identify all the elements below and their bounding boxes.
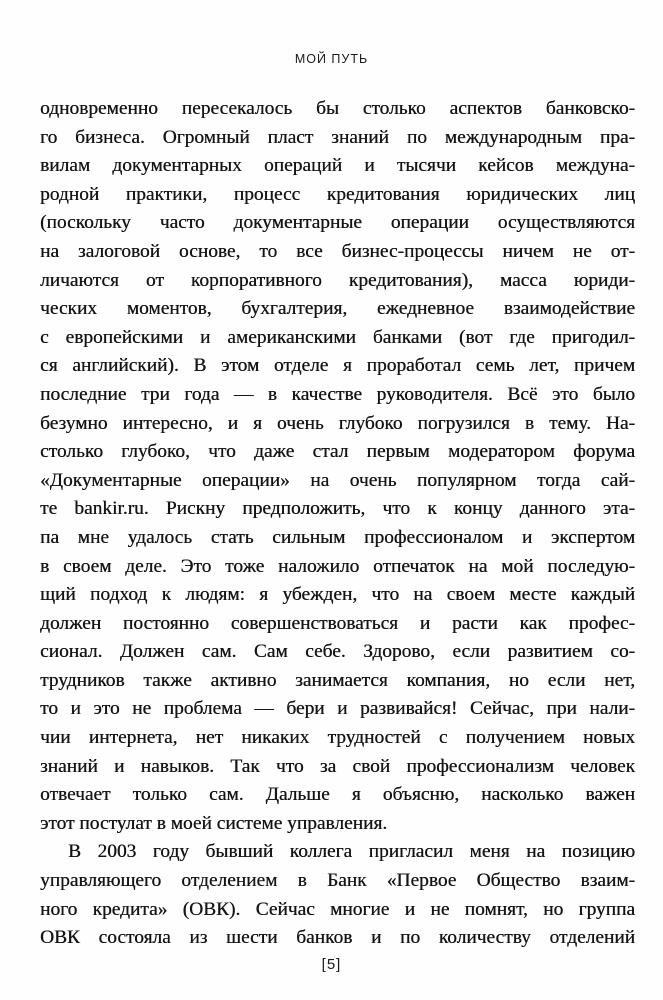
text-line: последние три года — в качестве руководителя. Всё это было bbox=[40, 383, 635, 405]
body-text bbox=[40, 95, 635, 953]
text-line: ческих моментов, бухгалтерия, ежедневное взаимодействие bbox=[40, 298, 635, 320]
text-line: чии интернета, нет никаких трудностей с получением новых bbox=[40, 727, 635, 749]
text-line: знаний и навыков. Так что за свой профессионализм человек bbox=[40, 755, 635, 777]
text-line: трудников также активно занимается компания, но если нет, bbox=[40, 669, 635, 691]
text-line: сионал. Должен сам. Сам себе. Здорово, если развитием со- bbox=[40, 641, 635, 663]
text-line: те bankir.ru. Рискну предположить, что к концу данного эта- bbox=[40, 498, 635, 520]
text-line: родной практики, процесс кредитования юридических лиц bbox=[40, 183, 635, 205]
page-number: [5] bbox=[321, 956, 342, 973]
text-line: ного кредита» (ОВК). Сейчас многие и не помнят, но группа bbox=[40, 898, 635, 920]
text-line: щий подход к людям: я убежден, что на своем месте каждый bbox=[40, 584, 635, 606]
text-line: ОВК состояла из шести банков и по количеству отделений bbox=[40, 927, 635, 949]
paragraph-first-line: В 2003 году бывший коллега пригласил меня на позицию bbox=[68, 841, 635, 863]
running-header: МОЙ ПУТЬ bbox=[294, 52, 369, 66]
text-line: должен постоянно совершенствоваться и расти как профес- bbox=[40, 612, 635, 634]
text-line: безумно интересно, и я очень глубоко погрузился в тему. На- bbox=[40, 412, 635, 434]
text-line: отвечает только сам. Дальше я объясню, насколько важен bbox=[40, 784, 635, 806]
text-line: одновременно пересекалось бы столько аспектов банковско- bbox=[40, 98, 635, 119]
text-line: па мне удалось стать сильным профессионалом и экспертом bbox=[40, 526, 635, 548]
text-line: на залоговой основе, то все бизнес-процессы ничем не от- bbox=[40, 240, 635, 262]
text-line: ся английский). В этом отделе я проработал семь лет, причем bbox=[40, 355, 635, 377]
paragraph-end-line: этот постулат в моей системе управления. bbox=[40, 812, 388, 834]
text-line: личаются от корпоративного кредитования), масса юриди- bbox=[40, 269, 635, 291]
text-line: го бизнеса. Огромный пласт знаний по международным пра- bbox=[40, 126, 635, 148]
text-line: в своем деле. Это тоже наложило отпечаток на мой последую- bbox=[40, 555, 635, 577]
text-line: столько глубоко, что даже стал первым модератором форума bbox=[40, 441, 635, 463]
text-line: (поскольку часто документарные операции осуществляются bbox=[40, 212, 635, 234]
text-line: «Документарные операции» на очень популярном тогда сай- bbox=[40, 469, 635, 491]
text-line: вилам документарных операций и тысячи кейсов междуна- bbox=[40, 155, 635, 177]
text-line: с европейскими и американскими банками (вот где пригодил- bbox=[40, 326, 635, 348]
text-line: управляющего отделением в Банк «Первое Общество взаим- bbox=[40, 870, 635, 892]
text-line: то и это не проблема — бери и развивайся! Сейчас, при нали- bbox=[40, 698, 635, 720]
